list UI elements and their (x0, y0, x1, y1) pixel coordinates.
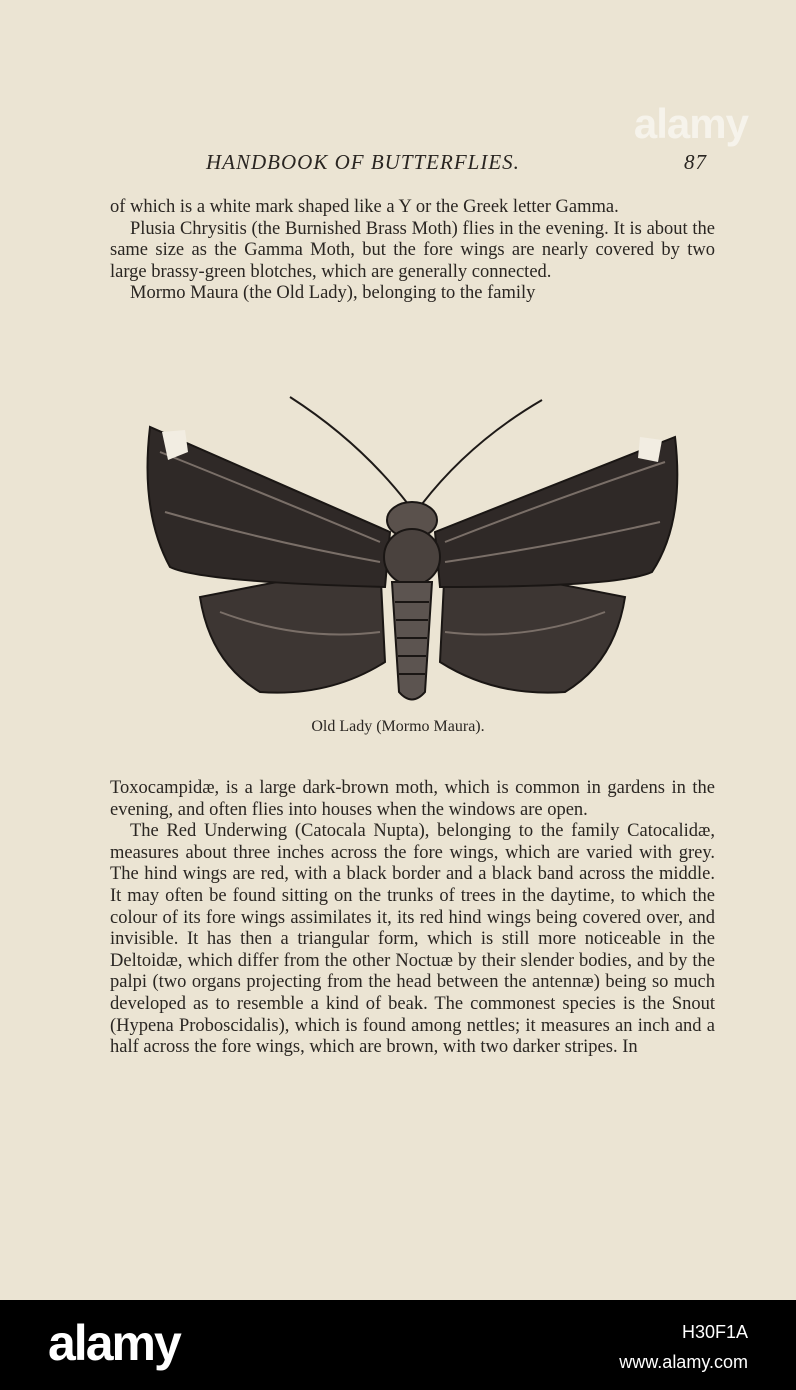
paragraph: Toxocampidæ, is a large dark-brown moth, which is common in gardens in the evening, and often flies into houses when the windows are open. (110, 778, 715, 820)
figure-caption: Old Lady (Mormo Maura). (311, 718, 485, 735)
paragraph: The Red Underwing (Catocala Nupta), belonging to the family Catocalidæ, measures about three inches across the fore wings, which are varied with grey. The hind wings are red, with a black border and a black band across the middle. It may often be found sitting on the trunks of trees in the daytime, to which the colour of its fore wings assimilates it, its red hind wings being covered over, and invisible. It has then a triangular form, which is still more noticeable in the Deltoidæ, which differ from the other Noctuæ by their slender bodies, and by the palpi (two organs projecting from the head between the antennæ) being so much developed as to resemble a kind of beak. The commonest species is the Snout (Hypena Proboscidalis), which is found among nettles; it measures an inch and a half across the fore wings, which are brown, with two darker stripes. In (110, 821, 715, 1058)
paragraph: Mormo Maura (the Old Lady), belonging to the family (130, 283, 536, 304)
top-text-block (110, 197, 715, 305)
paragraph: of which is a white mark shaped like a Y or the Greek letter Gamma. (110, 197, 619, 217)
header-title: HANDBOOK OF BUTTERFLIES. (206, 150, 520, 174)
bottom-text-block (110, 778, 715, 1059)
alamy-logo: alamy (48, 1315, 180, 1371)
watermark-logo: alamy (633, 100, 748, 147)
stock-footer (0, 1300, 796, 1390)
paragraph: Plusia Chrysitis (the Burnished Brass Moth) flies in the evening. It is about the same size as the Gamma Moth, but the fore wings are nearly covered by two large brassy-green blotches, which are generally connected. (110, 218, 715, 282)
page-number: 87 (684, 150, 707, 174)
image-id: H30F1A (681, 1322, 748, 1342)
moth-illustration (140, 392, 685, 710)
site-url: www.alamy.com (619, 1352, 748, 1372)
